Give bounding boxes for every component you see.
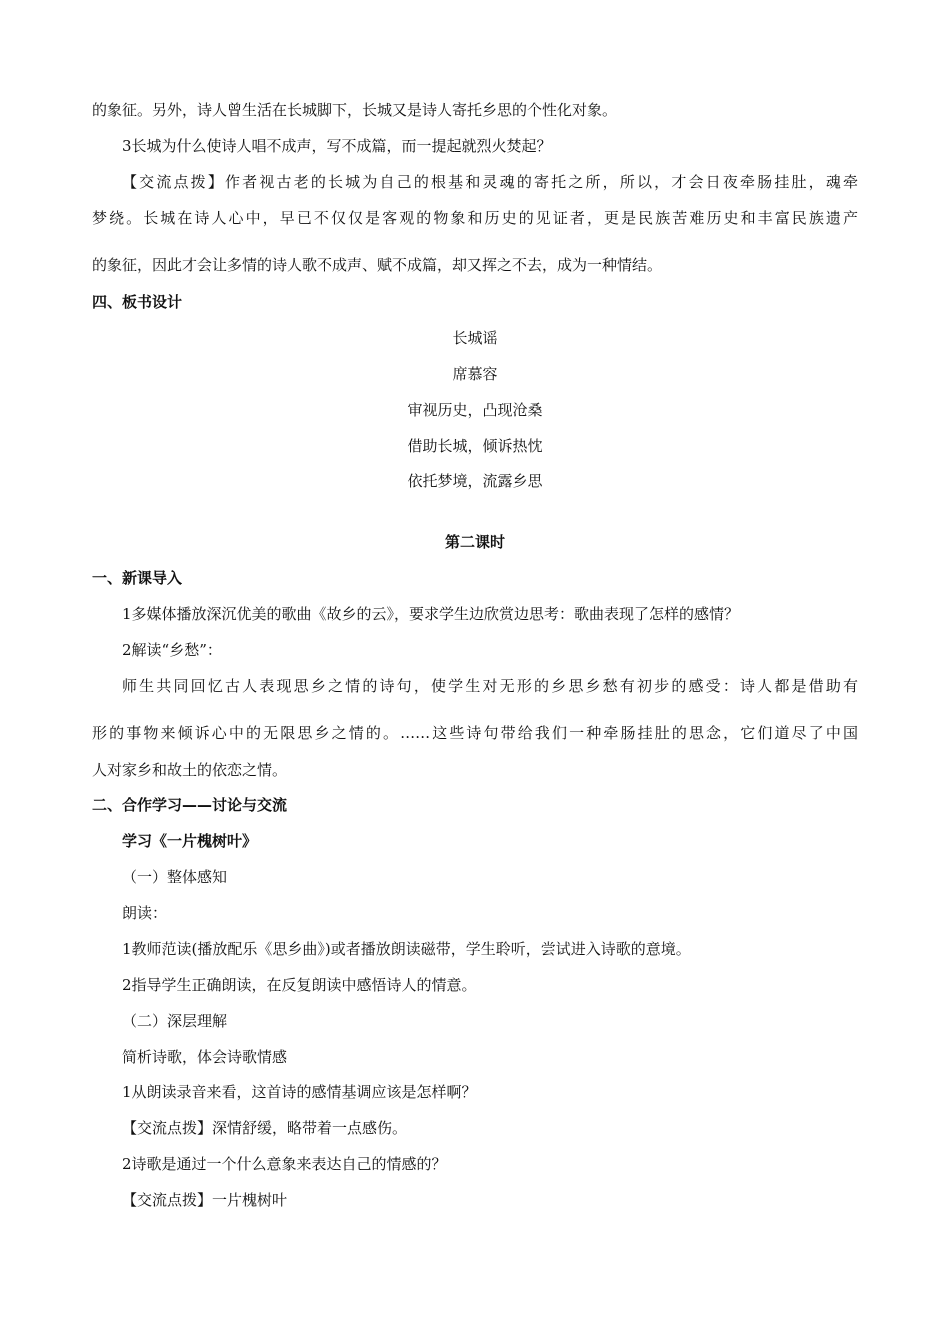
intro-item-1: 1多媒体播放深沉优美的歌曲《故乡的云》，要求学生边欣赏边思考：歌曲表现了怎样的感情？: [122, 605, 740, 623]
answer-2: 【交流点拨】一片槐树叶: [122, 1191, 288, 1209]
subsection-overall: （一）整体感知: [122, 868, 228, 886]
intro-paragraph-line-1: 师生共同回忆古人表现思乡之情的诗句，使学生对无形的乡思乡愁有初步的感受：诗人都是借助有: [122, 677, 858, 695]
question-1: 1从朗读录音来看，这首诗的感情基调应该是怎样啊？: [122, 1083, 477, 1101]
subsection-title: 学习《一片槐树叶》: [122, 832, 258, 850]
board-line: 借助长城，倾诉热忱: [407, 437, 543, 455]
section-heading-intro: 一、新课导入: [92, 569, 183, 587]
subsection-deep: （二）深层理解: [122, 1012, 228, 1030]
section-heading-board: 四、板书设计: [92, 293, 183, 311]
question-3: 3长城为什么使诗人唱不成声，写不成篇，而一提起就烈火焚起？: [122, 137, 552, 155]
board-line: 依托梦境，流露乡思: [407, 472, 543, 490]
section-heading-coop: 二、合作学习——讨论与交流: [92, 796, 288, 814]
answer-3-line-2: 梦绕。长城在诗人心中，早已不仅仅是客观的物象和历史的见证者，更是民族苦难历史和丰富民族遗产: [92, 209, 858, 227]
board-line: 审视历史，凸现沧桑: [407, 401, 543, 419]
board-line-author: 席慕容: [452, 365, 498, 383]
reading-item-1: 1教师范读(播放配乐《思乡曲》)或者播放朗读磁带，学生聆听，尝试进入诗歌的意境。: [122, 940, 691, 958]
answer-1: 【交流点拨】深情舒缓，略带着一点感伤。: [122, 1119, 408, 1137]
paragraph-line: 的象征。另外，诗人曾生活在长城脚下，长城又是诗人寄托乡思的个性化对象。: [92, 101, 618, 119]
reading-label: 朗读：: [122, 904, 168, 922]
intro-paragraph-line-3: 人对家乡和故土的依恋之情。: [92, 761, 288, 779]
answer-3-line-3: 的象征，因此才会让多情的诗人歌不成声、赋不成篇，却又挥之不去，成为一种情结。: [92, 256, 663, 274]
analysis-label: 简析诗歌，体会诗歌情感: [122, 1048, 288, 1066]
question-2: 2诗歌是通过一个什么意象来表达自己的情感的？: [122, 1155, 447, 1173]
intro-paragraph-line-2: 形的事物来倾诉心中的无限思乡之情的。……这些诗句带给我们一种牵肠挂肚的思念，它们道尽了中国: [92, 724, 858, 742]
intro-item-2: 2解读“乡愁”：: [122, 641, 222, 659]
reading-item-2: 2指导学生正确朗读，在反复朗读中感悟诗人的情意。: [122, 976, 477, 994]
lesson-title: 第二课时: [444, 533, 505, 551]
answer-3-line-1: 【交流点拨】作者视古老的长城为自己的根基和灵魂的寄托之所，所以，才会日夜牵肠挂肚，魂牵: [122, 173, 858, 191]
board-line-title: 长城谣: [452, 329, 498, 347]
